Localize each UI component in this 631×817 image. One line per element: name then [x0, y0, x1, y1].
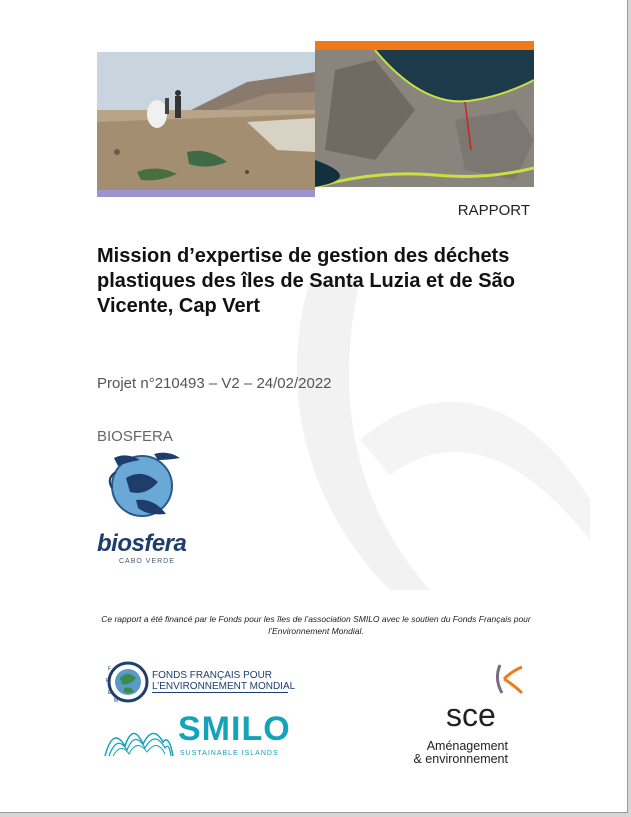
smilo-wave-icon — [103, 716, 175, 760]
satellite-map-photo — [315, 50, 534, 187]
project-reference: Projet n°210493 – V2 – 24/02/2022 — [97, 375, 332, 392]
funding-statement: Ce rapport a été financé par le Fonds pour les îles de l’association SMILO avec le soutien du Fonds Français pour l’Environnement Mondial. — [101, 614, 531, 636]
lavender-strip — [97, 190, 315, 197]
smilo-tagline: SUSTAINABLE ISLANDS — [180, 750, 279, 757]
ffem-line-2: L’ENVIRONNEMENT MONDIAL — [152, 681, 296, 692]
report-title: Mission d’expertise de gestion des déchets plastiques des îles de Santa Luzia et de São Vicente, Cap Vert — [97, 245, 515, 317]
sce-tagline — [408, 740, 508, 766]
svg-text:M: M — [114, 698, 119, 704]
sce-tagline-line-2: & environnement — [413, 752, 508, 766]
smilo-wordmark: SMILO — [178, 710, 291, 748]
svg-text:E: E — [108, 690, 112, 696]
ffem-globe-icon — [104, 660, 152, 704]
report-type-label: RAPPORT — [457, 202, 530, 219]
ffem-name — [152, 670, 295, 692]
svg-text:F: F — [106, 678, 110, 684]
beach-cleanup-photo — [97, 52, 315, 190]
sce-wordmark: sce — [446, 697, 496, 733]
ffem-divider — [152, 692, 288, 693]
sce-tagline-line-1: Aménagement — [426, 739, 508, 753]
biosfera-wordmark: biosfera — [97, 530, 187, 557]
svg-text:F: F — [108, 666, 112, 672]
ffem-line-1: FONDS FRANÇAIS POUR — [152, 670, 273, 681]
sce-k-icon — [492, 663, 524, 695]
organization-name: BIOSFERA — [97, 428, 173, 445]
orange-strip — [315, 41, 534, 50]
biosfera-subtitle: CABO VERDE — [119, 558, 175, 565]
